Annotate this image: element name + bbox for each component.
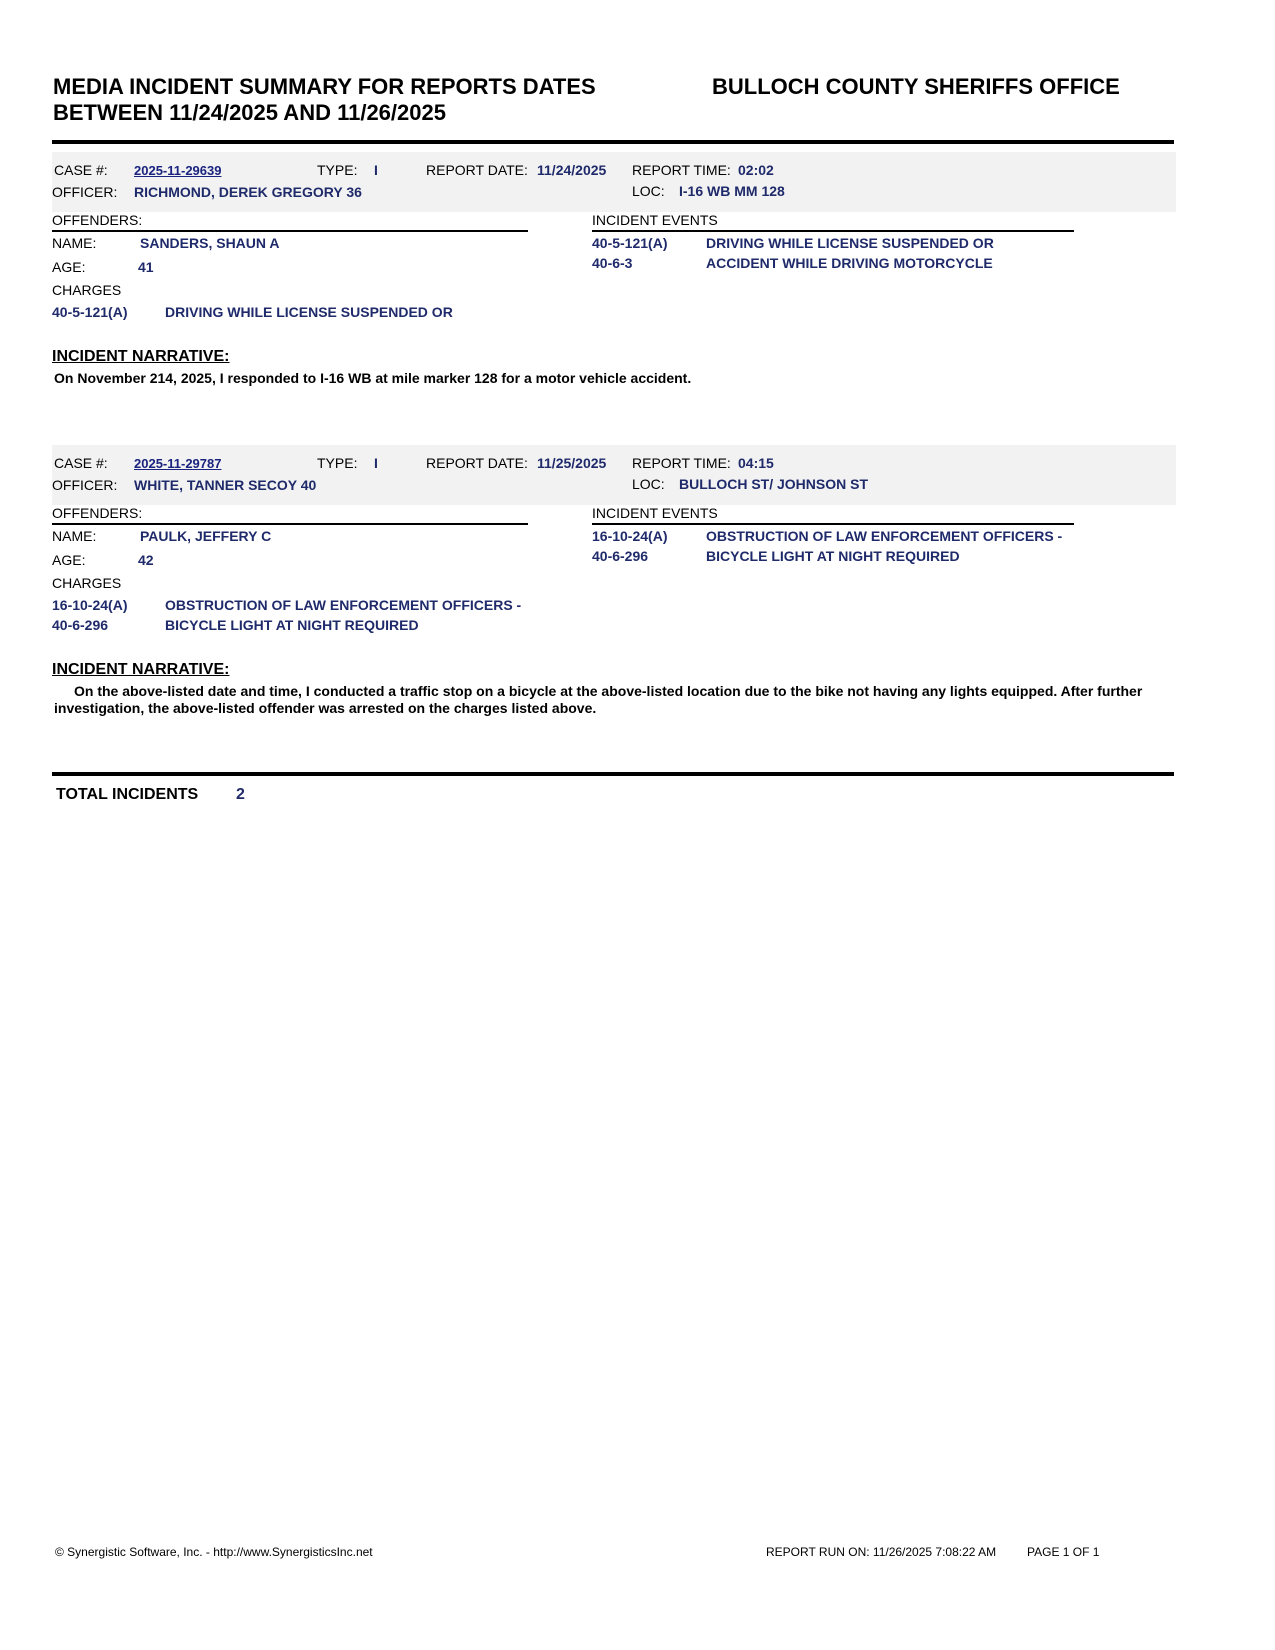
narrative-heading: INCIDENT NARRATIVE: [52, 348, 230, 365]
footer-page-number: PAGE 1 OF 1 [1027, 1545, 1100, 1559]
offender-age-value: 41 [138, 259, 154, 275]
case-number-label: CASE #: [54, 455, 108, 471]
footer-copyright: © Synergistic Software, Inc. - http://www.SynergisticsInc.net [55, 1545, 373, 1559]
type-value: I [374, 455, 378, 471]
charge-description: OBSTRUCTION OF LAW ENFORCEMENT OFFICERS - [165, 597, 522, 613]
event-description: BICYCLE LIGHT AT NIGHT REQUIRED [706, 548, 960, 564]
charge-code: 40-6-296 [52, 617, 109, 633]
report-time-label: REPORT TIME: [632, 162, 731, 178]
report-time-value: 04:15 [738, 455, 774, 471]
footer-report-run: REPORT RUN ON: 11/26/2025 7:08:22 AM [766, 1545, 997, 1559]
case-number-label: CASE #: [54, 162, 108, 178]
offenders-label: OFFENDERS: [52, 212, 143, 228]
charge-description: BICYCLE LIGHT AT NIGHT REQUIRED [165, 617, 419, 633]
offenders-rule [52, 230, 528, 232]
offender-age-value: 42 [138, 552, 154, 568]
offenders-label: OFFENDERS: [52, 505, 143, 521]
total-incidents-label: TOTAL INCIDENTS [56, 786, 199, 803]
location-label: LOC: [632, 476, 665, 492]
incident-case-2 [52, 445, 1176, 715]
incident-events-label: INCIDENT EVENTS [592, 505, 718, 521]
report-title-line1: MEDIA INCIDENT SUMMARY FOR REPORTS DATES [53, 74, 596, 99]
report-date-label: REPORT DATE: [426, 455, 528, 471]
incident-events-rule [592, 523, 1074, 525]
charges-label: CHARGES [52, 575, 122, 591]
report-title-line2: BETWEEN 11/24/2025 AND 11/26/2025 [53, 100, 446, 125]
header-divider [52, 140, 1174, 144]
event-description: OBSTRUCTION OF LAW ENFORCEMENT OFFICERS - [706, 528, 1063, 544]
narrative-text: On November 214, 2025, I responded to I-16 WB at mile marker 128 for a motor vehicle accident. [54, 370, 692, 386]
officer-value: RICHMOND, DEREK GREGORY 36 [134, 184, 362, 200]
report-time-value: 02:02 [738, 162, 774, 178]
type-label: TYPE: [317, 455, 358, 471]
report-title [53, 74, 596, 126]
event-description: DRIVING WHILE LICENSE SUSPENDED OR [706, 235, 994, 251]
offender-name-label: NAME: [52, 235, 97, 251]
incident-events-rule [592, 230, 1074, 232]
report-time-label: REPORT TIME: [632, 455, 731, 471]
offender-age-label: AGE: [52, 259, 86, 275]
charge-description: DRIVING WHILE LICENSE SUSPENDED OR [165, 304, 453, 320]
narrative-text: On the above-listed date and time, I conducted a traffic stop on a bicycle at the above-listed location due to the bike not having any lights equipped. After further investigation, the above-listed offender was arrested on the charges listed above. [54, 683, 1143, 716]
agency-name: BULLOCH COUNTY SHERIFFS OFFICE [712, 74, 1120, 99]
event-code: 40-5-121(A) [592, 235, 668, 251]
charges-label: CHARGES [52, 282, 122, 298]
report-date-value: 11/24/2025 [537, 162, 607, 178]
officer-label: OFFICER: [52, 184, 118, 200]
narrative-heading: INCIDENT NARRATIVE: [52, 661, 230, 678]
location-value: BULLOCH ST/ JOHNSON ST [679, 476, 869, 492]
charge-code: 16-10-24(A) [52, 597, 128, 613]
case-number-link[interactable]: 2025-11-29787 [134, 456, 222, 471]
charge-code: 40-5-121(A) [52, 304, 128, 320]
case-header-band [52, 152, 1176, 212]
location-value: I-16 WB MM 128 [679, 183, 785, 199]
type-label: TYPE: [317, 162, 358, 178]
location-label: LOC: [632, 183, 665, 199]
case-header-band [52, 445, 1176, 505]
officer-label: OFFICER: [52, 477, 118, 493]
incident-case-1 [52, 152, 1176, 387]
type-value: I [374, 162, 378, 178]
report-date-label: REPORT DATE: [426, 162, 528, 178]
offender-name-value: SANDERS, SHAUN A [140, 235, 280, 251]
officer-value: WHITE, TANNER SECOY 40 [134, 477, 317, 493]
offender-name-value: PAULK, JEFFERY C [140, 528, 272, 544]
offender-name-label: NAME: [52, 528, 97, 544]
summary-divider [52, 772, 1174, 776]
offender-age-label: AGE: [52, 552, 86, 568]
event-code: 40-6-296 [592, 548, 649, 564]
offenders-rule [52, 523, 528, 525]
event-code: 16-10-24(A) [592, 528, 668, 544]
event-description: ACCIDENT WHILE DRIVING MOTORCYCLE [706, 255, 993, 271]
case-number-link[interactable]: 2025-11-29639 [134, 163, 222, 178]
total-incidents-value: 2 [236, 786, 245, 803]
incident-events-label: INCIDENT EVENTS [592, 212, 718, 228]
event-code: 40-6-3 [592, 255, 633, 271]
report-date-value: 11/25/2025 [537, 455, 607, 471]
